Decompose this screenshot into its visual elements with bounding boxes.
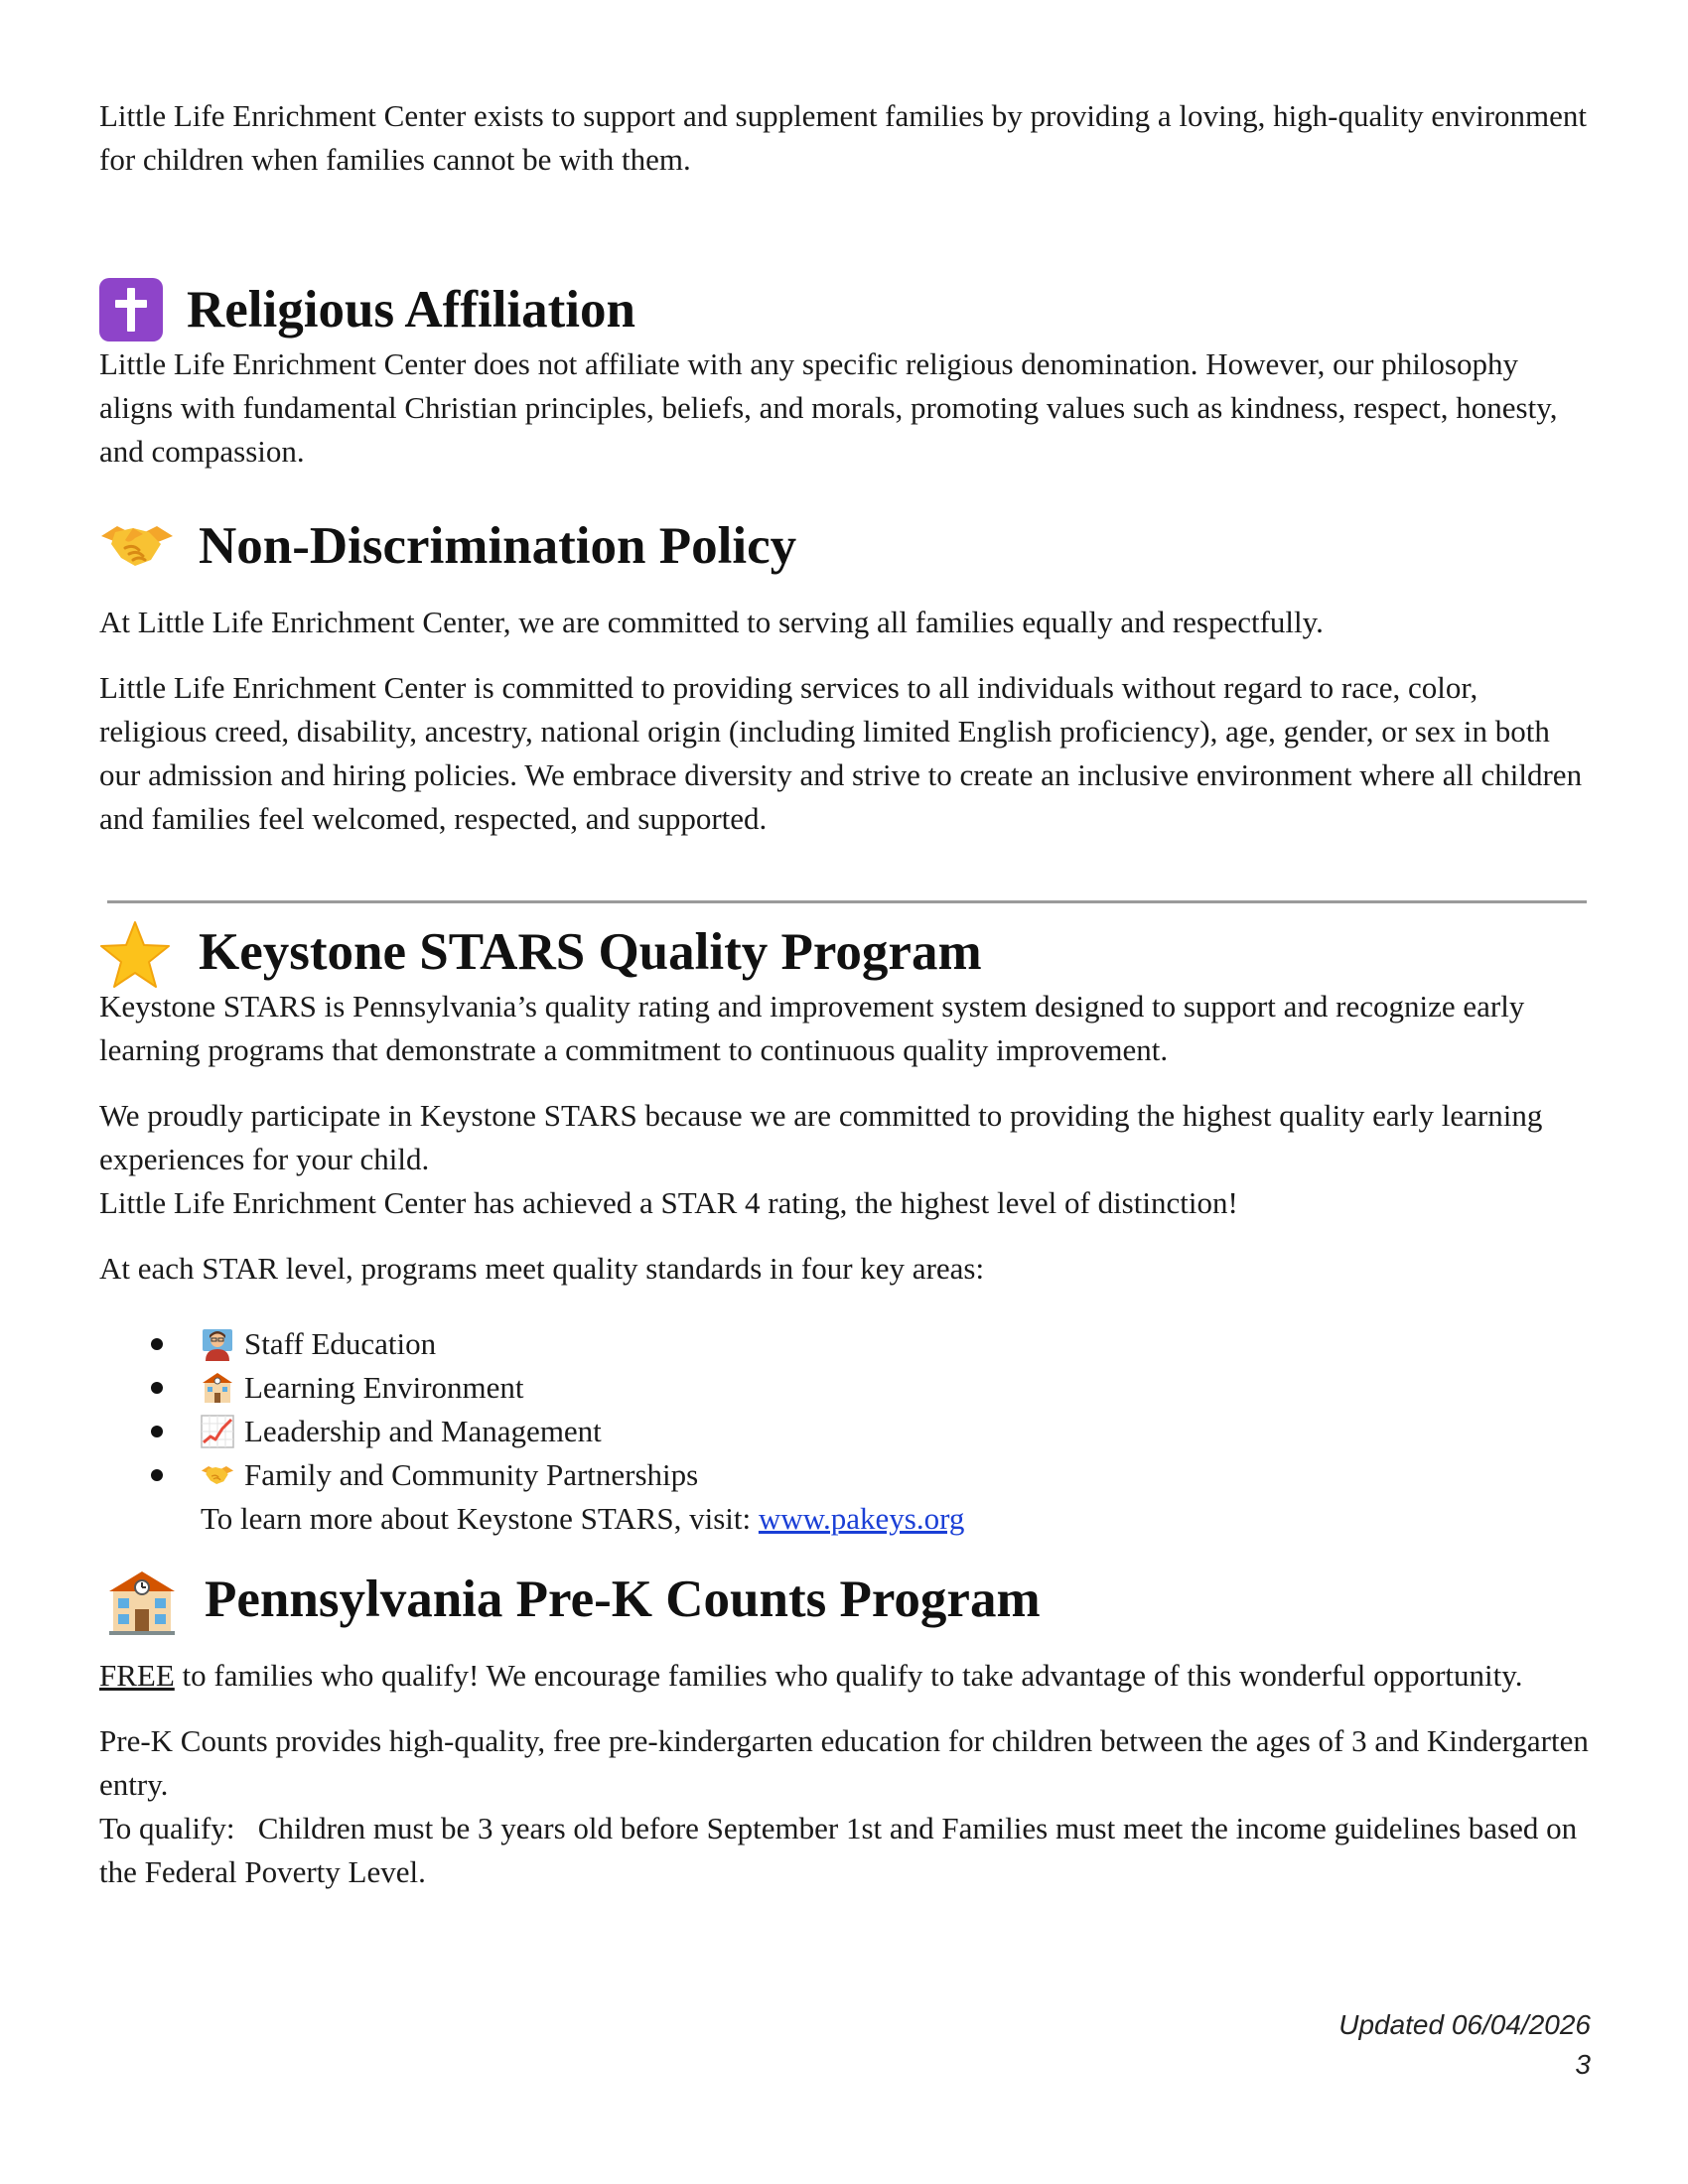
prek-counts-text-2: Pre-K Counts provides high-quality, free pre-kindergarten education for children between the ages of 3 and Kindergarten entry.	[99, 1723, 1589, 1802]
religious-affiliation-title: Religious Affiliation	[187, 281, 636, 339]
intro-paragraph: Little Life Enrichment Center exists to support and supplement families by providing a loving, high-quality environment for children when families cannot be with them.	[99, 98, 1588, 177]
handshake-icon	[99, 514, 177, 578]
learn-more-note	[99, 1497, 1589, 1541]
latin-cross-icon	[99, 278, 167, 341]
bullet-icon	[151, 1382, 163, 1394]
keystone-stars-text-2: We proudly participate in Keystone STARS because we are committed to providing the highest quality early learning experiences for your child.	[99, 1098, 1543, 1176]
school-icon	[201, 1371, 234, 1405]
quality-area-label: Learning Environment	[244, 1370, 524, 1405]
document-page	[99, 94, 1589, 1894]
prek-counts-text-1-rest: to families who qualify! We encourage families who qualify to take advantage of this wonderful opportunity.	[174, 1658, 1523, 1693]
prek-counts-heading	[99, 1567, 1589, 1632]
non-discrimination-title: Non-Discrimination Policy	[199, 517, 797, 575]
page-number: 3	[1575, 2049, 1591, 2080]
quality-areas-list	[99, 1322, 1589, 1497]
keystone-stars-text-3: Little Life Enrichment Center has achieved a STAR 4 rating, the highest level of distinction!	[99, 1185, 1238, 1220]
teacher-icon	[201, 1327, 234, 1361]
pakeys-link[interactable]: www.pakeys.org	[758, 1501, 965, 1536]
non-discrimination-text-2: Little Life Enrichment Center is committed to providing services to all individuals without regard to race, color, religious creed, disability, ancestry, national origin (including limited English proficiency), age, gender, or sex in both our admission and hiring policies. We embrace diversity and strive to create an inclusive environment where all children and families feel welcomed, respected, and supported.	[99, 670, 1583, 836]
quality-area-label: Family and Community Partnerships	[244, 1457, 699, 1492]
page-footer	[1338, 2005, 1591, 2085]
religious-affiliation-heading	[99, 277, 1589, 342]
bullet-icon	[151, 1426, 163, 1437]
quality-area-label: Staff Education	[244, 1326, 437, 1361]
list-item	[151, 1322, 1589, 1366]
keystone-stars-title: Keystone STARS Quality Program	[199, 923, 982, 981]
list-item	[151, 1410, 1589, 1453]
bullet-icon	[151, 1338, 163, 1350]
keystone-stars-text-4: At each STAR level, programs meet quality standards in four key areas:	[99, 1251, 985, 1286]
quality-area-label: Leadership and Management	[244, 1414, 602, 1448]
handshake-icon	[201, 1458, 234, 1492]
non-discrimination-heading	[99, 513, 1589, 579]
prek-counts-text-1	[99, 1654, 1589, 1698]
bullet-icon	[151, 1469, 163, 1481]
list-item	[151, 1366, 1589, 1410]
updated-date: Updated 06/04/2026	[1338, 2009, 1591, 2040]
star-icon	[99, 920, 177, 984]
learn-more-text: To learn more about Keystone STARS, visit:	[201, 1501, 759, 1536]
prek-counts-title: Pennsylvania Pre-K Counts Program	[205, 1570, 1041, 1628]
list-item	[151, 1453, 1589, 1497]
keystone-stars-text-1: Keystone STARS is Pennsylvania’s quality rating and improvement system designed to support and recognize early learning programs that demonstrate a commitment to continuous quality improvement.	[99, 989, 1525, 1067]
chart-increasing-icon	[201, 1415, 234, 1448]
free-emphasis: FREE	[99, 1658, 175, 1693]
prek-counts-text-3: To qualify: Children must be 3 years old before September 1st and Families must meet the income guidelines based on the Federal Poverty Level.	[99, 1811, 1585, 1889]
school-icon	[105, 1568, 183, 1631]
religious-affiliation-text: Little Life Enrichment Center does not affiliate with any specific religious denomination. However, our philosophy aligns with fundamental Christian principles, beliefs, and morals, promoting values such as kindness, respect, honesty, and compassion.	[99, 346, 1558, 469]
keystone-stars-heading	[99, 919, 1589, 985]
non-discrimination-text-1: At Little Life Enrichment Center, we are committed to serving all families equally and respectfully.	[99, 605, 1324, 639]
